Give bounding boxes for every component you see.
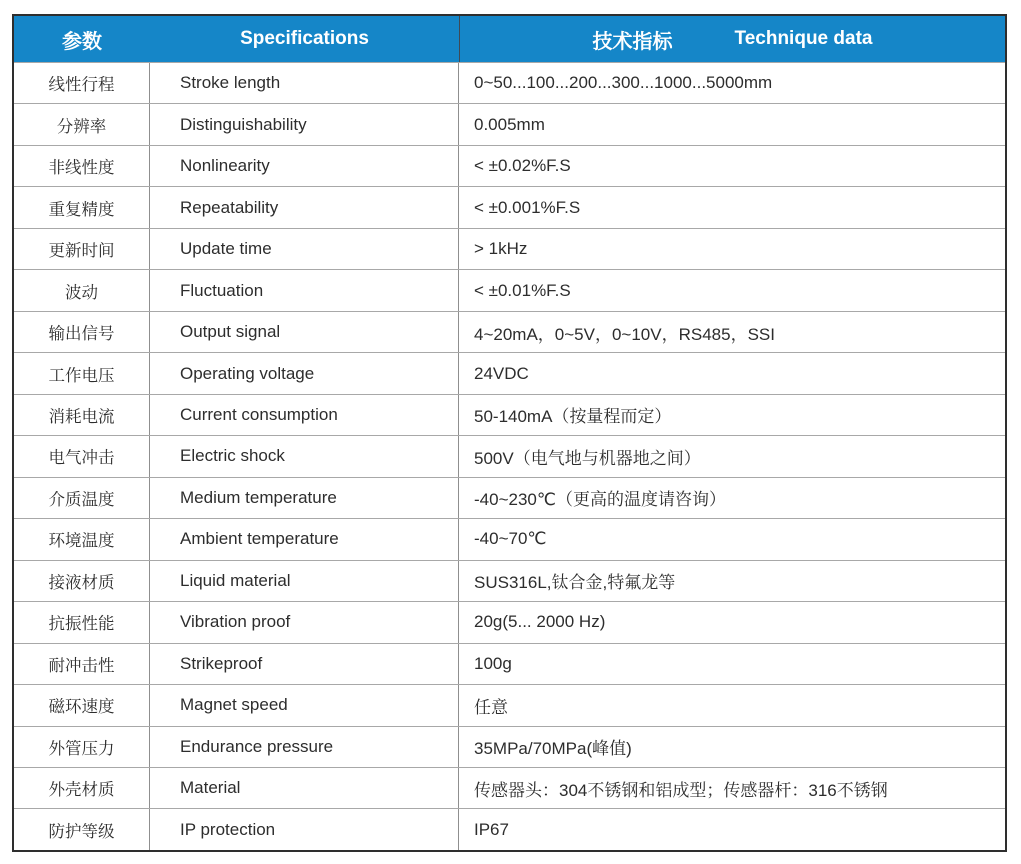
header-technique-data-cn: 技术指标	[592, 30, 673, 53]
parameter-name-en: Output signal	[150, 312, 459, 352]
parameter-name-cn: 重复精度	[14, 187, 150, 227]
table-row	[14, 269, 1005, 310]
table-row	[14, 435, 1005, 476]
table-body	[14, 62, 1005, 850]
parameter-name-en: Medium temperature	[150, 478, 459, 518]
parameter-name-cn: 外壳材质	[14, 768, 150, 808]
parameter-name-en: Electric shock	[150, 436, 459, 476]
header-parameter: 参数	[62, 30, 102, 53]
parameter-name-en: Liquid material	[150, 561, 459, 601]
parameter-value: < ±0.01%F.S	[474, 280, 571, 300]
table-row	[14, 352, 1005, 393]
parameter-name-en: Update time	[150, 229, 459, 269]
parameter-value: -40~230℃（更高的温度请咨询）	[474, 490, 726, 510]
header-technique-data	[459, 16, 1005, 62]
parameter-value: 50-140mA（按量程而定）	[474, 407, 672, 427]
table-row	[14, 767, 1005, 808]
table-row	[14, 394, 1005, 435]
table-row	[14, 62, 1005, 103]
parameter-value: 24VDC	[474, 363, 529, 383]
parameter-name-en: Distinguishability	[150, 104, 459, 144]
parameter-value: 任意	[474, 697, 508, 717]
parameter-value: SUS316L,钛合金,特氟龙等	[474, 573, 676, 593]
parameter-name-cn: 耐冲击性	[14, 644, 150, 684]
table-row	[14, 145, 1005, 186]
parameter-name-cn: 更新时间	[14, 229, 150, 269]
parameter-name-cn: 线性行程	[14, 63, 150, 103]
parameter-name-en: Strikeproof	[150, 644, 459, 684]
parameter-name-cn: 工作电压	[14, 353, 150, 393]
table-row	[14, 726, 1005, 767]
parameter-name-cn: 消耗电流	[14, 395, 150, 435]
parameter-value: IP67	[474, 819, 509, 839]
header-technique-data-en: Technique data	[734, 28, 873, 49]
parameter-value: < ±0.001%F.S	[474, 197, 581, 217]
parameter-name-cn: 环境温度	[14, 519, 150, 559]
header-specifications: Specifications	[240, 28, 369, 49]
table-row	[14, 477, 1005, 518]
parameter-name-cn: 磁环速度	[14, 685, 150, 725]
table-row	[14, 808, 1005, 849]
table-row	[14, 643, 1005, 684]
parameter-name-en: Stroke length	[150, 63, 459, 103]
table-row	[14, 560, 1005, 601]
parameter-value: 0~50...100...200...300...1000...5000mm	[474, 73, 773, 93]
table-row	[14, 228, 1005, 269]
table-row	[14, 311, 1005, 352]
parameter-name-cn: 抗振性能	[14, 602, 150, 642]
parameter-name-en: Fluctuation	[150, 270, 459, 310]
parameter-name-en: Operating voltage	[150, 353, 459, 393]
parameter-value: 35MPa/70MPa(峰值)	[474, 739, 632, 759]
table-row	[14, 684, 1005, 725]
parameter-value: 传感器头：304不锈钢和铝成型；传感器杆：316不锈钢	[474, 780, 888, 800]
parameter-name-cn: 电气冲击	[14, 436, 150, 476]
parameter-name-en: Material	[150, 768, 459, 808]
parameter-name-cn: 外管压力	[14, 727, 150, 767]
parameter-value: 4~20mA，0~5V，0~10V，RS485，SSI	[474, 324, 775, 344]
parameter-name-en: Magnet speed	[150, 685, 459, 725]
parameter-name-en: Current consumption	[150, 395, 459, 435]
parameter-value: 0.005mm	[474, 114, 545, 134]
parameter-name-cn: 波动	[14, 270, 150, 310]
parameter-name-cn: 接液材质	[14, 561, 150, 601]
parameter-name-en: Endurance pressure	[150, 727, 459, 767]
parameter-name-en: Vibration proof	[150, 602, 459, 642]
parameter-value: -40~70℃	[474, 529, 547, 549]
parameter-name-en: Repeatability	[150, 187, 459, 227]
parameter-value: 500V（电气地与机器地之间）	[474, 448, 701, 468]
parameter-name-en: IP protection	[150, 809, 459, 849]
parameter-name-cn: 介质温度	[14, 478, 150, 518]
table-row	[14, 186, 1005, 227]
parameter-name-cn: 防护等级	[14, 809, 150, 849]
parameter-name-en: Nonlinearity	[150, 146, 459, 186]
parameter-value: < ±0.02%F.S	[474, 156, 571, 176]
table-header-row	[14, 16, 1005, 62]
parameter-name-cn: 分辨率	[14, 104, 150, 144]
table-row	[14, 103, 1005, 144]
parameter-name-cn: 输出信号	[14, 312, 150, 352]
parameter-name-cn: 非线性度	[14, 146, 150, 186]
table-row	[14, 518, 1005, 559]
parameter-value: 20g(5... 2000 Hz)	[474, 612, 606, 632]
parameter-value: > 1kHz	[474, 239, 528, 259]
table-row	[14, 601, 1005, 642]
parameter-name-en: Ambient temperature	[150, 519, 459, 559]
parameter-value: 100g	[474, 653, 512, 673]
specifications-table	[12, 14, 1007, 852]
